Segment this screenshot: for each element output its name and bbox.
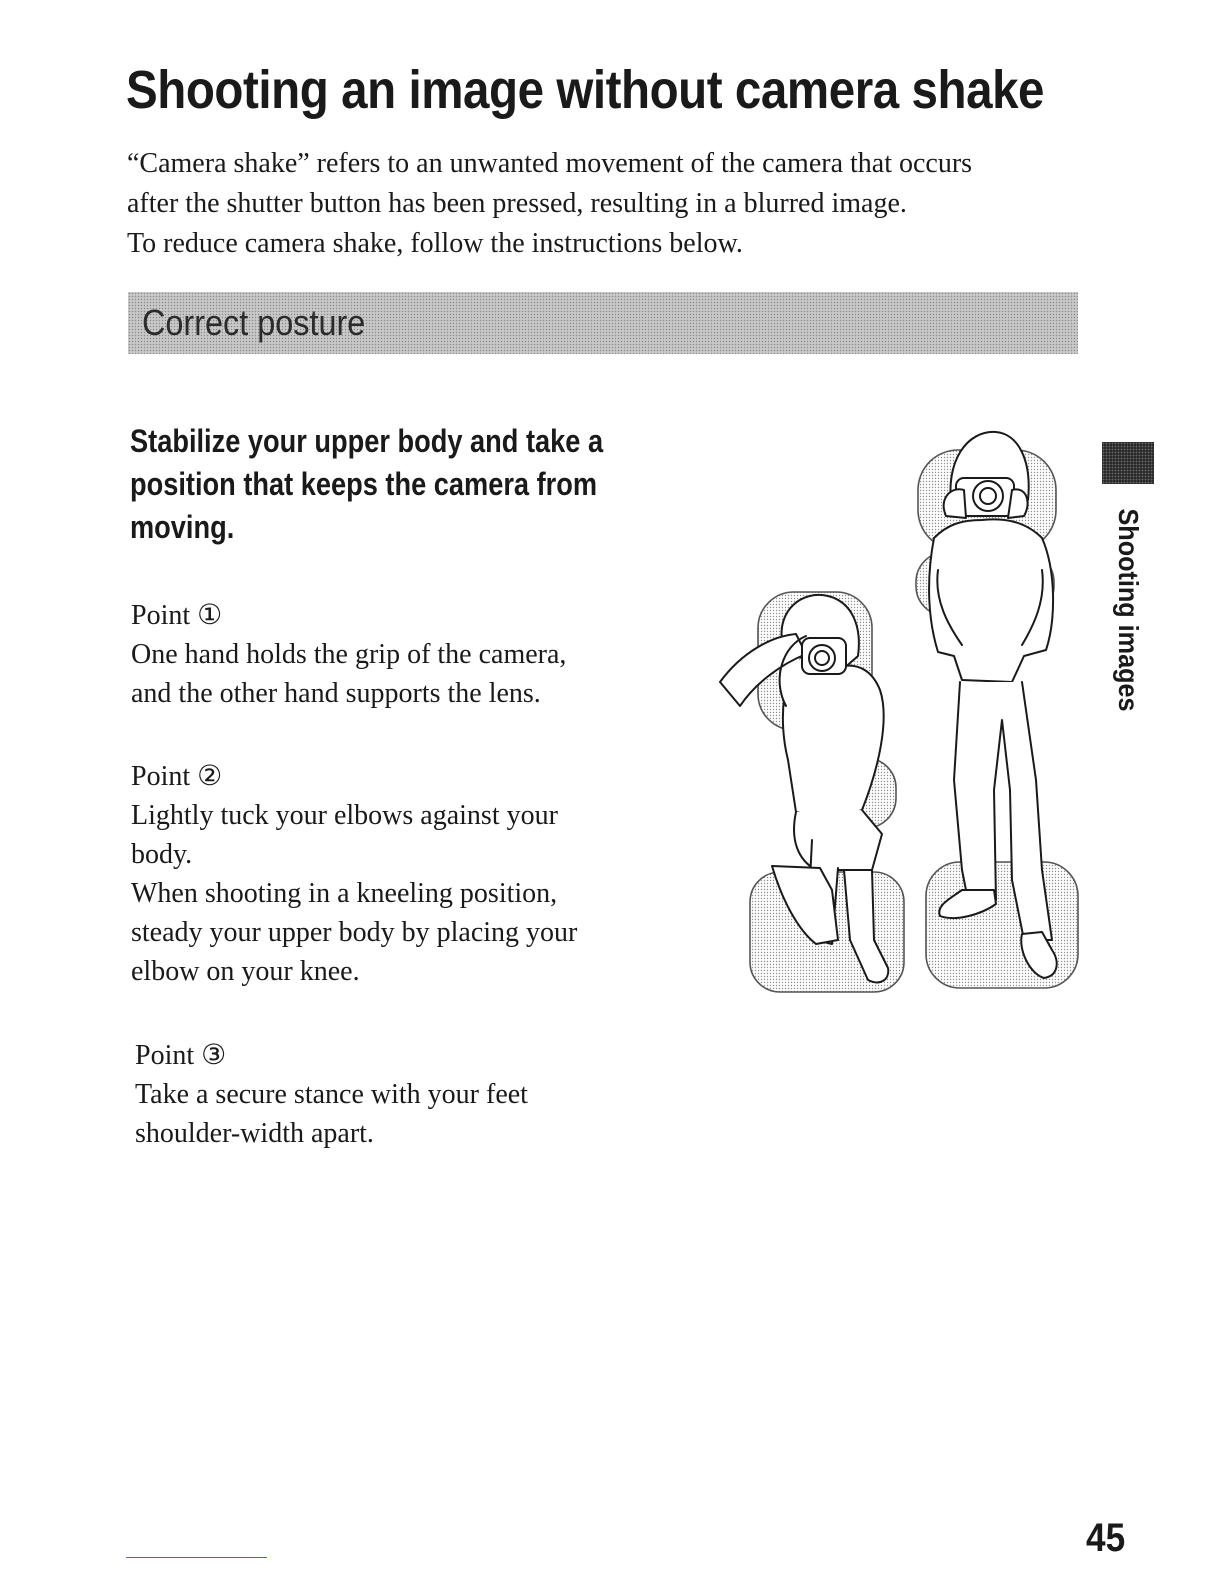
- point-label: Point ③: [135, 1040, 227, 1071]
- point-label: Point ②: [131, 761, 223, 792]
- footer-rule: [126, 1557, 267, 1558]
- section-tab-marker: [1102, 442, 1154, 484]
- point-text-line: steady your upper body by placing your: [131, 917, 578, 948]
- point-text-line: Take a secure stance with your feet: [135, 1079, 528, 1110]
- point-2: [131, 757, 671, 991]
- intro-line: “Camera shake” refers to an unwanted movement of the camera that occurs: [127, 148, 973, 179]
- point-3: [135, 1036, 675, 1153]
- point-text-line: body.: [131, 839, 193, 870]
- section-heading-bar: [128, 292, 1078, 354]
- point-text-line: Lightly tuck your elbows against your: [131, 800, 558, 831]
- point-label: Point ①: [131, 600, 223, 631]
- point-text-line: and the other hand supports the lens.: [131, 678, 541, 709]
- posture-illustration: [712, 420, 1092, 1000]
- intro-paragraph: [127, 144, 1087, 264]
- intro-line: after the shutter button has been pressed, resulting in a blurred image.: [127, 188, 907, 219]
- point-text-line: shoulder-width apart.: [135, 1118, 374, 1149]
- intro-line: To reduce camera shake, follow the instructions below.: [127, 228, 743, 259]
- page-number: 45: [1086, 1516, 1126, 1560]
- posture-subheading: Stabilize your upper body and take a position that keeps the camera from moving.: [130, 423, 604, 545]
- page-title: Shooting an image without camera shake: [126, 60, 1045, 120]
- point-text-line: One hand holds the grip of the camera,: [131, 639, 567, 670]
- point-text-line: When shooting in a kneeling position,: [131, 878, 558, 909]
- section-heading: Correct posture: [142, 302, 366, 343]
- point-text-line: elbow on your knee.: [131, 956, 360, 987]
- point-1: [131, 596, 671, 713]
- side-tab-label: Shooting images: [1113, 508, 1144, 712]
